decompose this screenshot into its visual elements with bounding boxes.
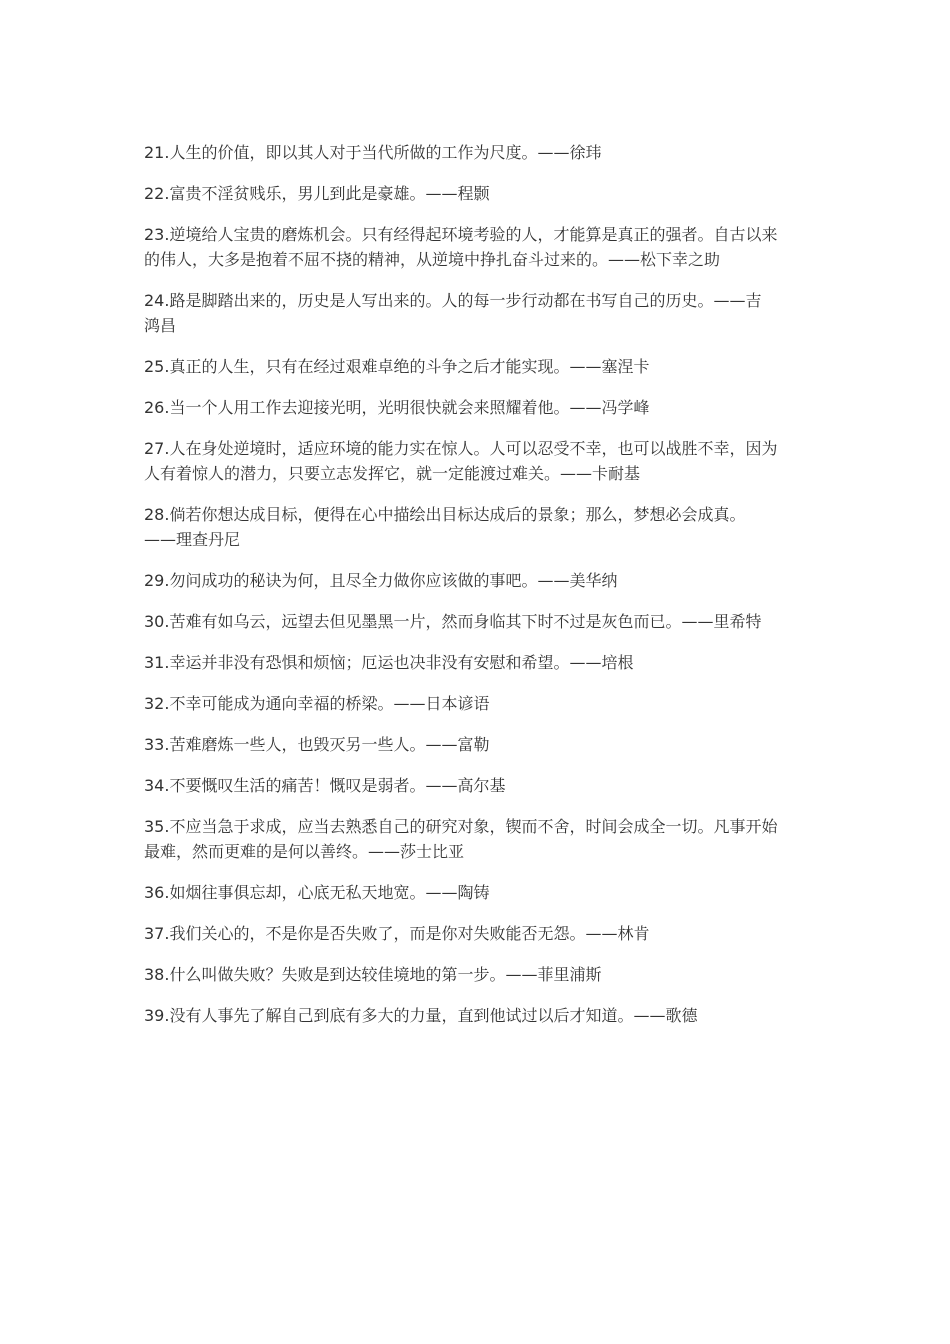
quote-line: 27.人在身处逆境时，适应环境的能力实在惊人。人可以忍受不幸，也可以战胜不幸，因为	[144, 439, 778, 458]
quote-line: 鸿昌	[144, 316, 177, 335]
quote-line: 31.幸运并非没有恐惧和烦恼；厄运也决非没有安慰和希望。——培根	[144, 653, 634, 672]
quote-line: 29.勿问成功的秘诀为何，且尽全力做你应该做的事吧。——美华纳	[144, 571, 618, 590]
quote-37	[144, 921, 808, 946]
document-page	[144, 140, 808, 1044]
quote-line: 23.逆境给人宝贵的磨炼机会。只有经得起环境考验的人，才能算是真正的强者。自古以来	[144, 225, 778, 244]
quote-29	[144, 568, 808, 593]
quote-line: 34.不要慨叹生活的痛苦！慨叹是弱者。——高尔基	[144, 776, 506, 795]
quote-line: 35.不应当急于求成，应当去熟悉自己的研究对象，锲而不舍，时间会成全一切。凡事开始	[144, 817, 778, 836]
quote-26	[144, 395, 808, 420]
quote-line: 39.没有人事先了解自己到底有多大的力量，直到他试过以后才知道。——歌德	[144, 1006, 698, 1025]
quote-39	[144, 1003, 808, 1028]
quote-line: 37.我们关心的，不是你是否失败了，而是你对失败能否无怨。——林肯	[144, 924, 650, 943]
quote-line: 28.倘若你想达成目标，便得在心中描绘出目标达成后的景象；那么，梦想必会成真。	[144, 505, 746, 524]
quote-line: ——理查丹尼	[144, 530, 241, 549]
quote-31	[144, 650, 808, 675]
quote-line: 36.如烟往事俱忘却，心底无私天地宽。——陶铸	[144, 883, 490, 902]
quote-line: 25.真正的人生，只有在经过艰难卓绝的斗争之后才能实现。——塞涅卡	[144, 357, 650, 376]
quote-line: 21.人生的价值，即以其人对于当代所做的工作为尺度。——徐玮	[144, 143, 602, 162]
quote-line: 26.当一个人用工作去迎接光明，光明很快就会来照耀着他。——冯学峰	[144, 398, 650, 417]
quote-22	[144, 181, 808, 206]
quote-line: 30.苦难有如乌云，远望去但见墨黑一片，然而身临其下时不过是灰色而已。——里希特	[144, 612, 762, 631]
quote-line: 的伟人，大多是抱着不屈不挠的精神，从逆境中挣扎奋斗过来的。——松下幸之助	[144, 250, 721, 269]
quote-line: 32.不幸可能成为通向幸福的桥梁。——日本谚语	[144, 694, 490, 713]
quote-34	[144, 773, 808, 798]
quote-23	[144, 222, 808, 272]
quote-line: 24.路是脚踏出来的，历史是人写出来的。人的每一步行动都在书写自己的历史。——吉	[144, 291, 762, 310]
quote-35	[144, 814, 808, 864]
quote-line: 38.什么叫做失败？失败是到达较佳境地的第一步。——菲里浦斯	[144, 965, 602, 984]
quote-line: 人有着惊人的潜力，只要立志发挥它，就一定能渡过难关。——卡耐基	[144, 464, 641, 483]
quote-line: 33.苦难磨炼一些人，也毁灭另一些人。——富勒	[144, 735, 490, 754]
quote-line: 22.富贵不淫贫贱乐，男儿到此是豪雄。——程颢	[144, 184, 490, 203]
quote-21	[144, 140, 808, 165]
quote-32	[144, 691, 808, 716]
quote-30	[144, 609, 808, 634]
quote-24	[144, 288, 808, 338]
quote-38	[144, 962, 808, 987]
quote-line: 最难，然而更难的是何以善终。——莎士比亚	[144, 842, 465, 861]
quote-25	[144, 354, 808, 379]
quote-36	[144, 880, 808, 905]
quote-33	[144, 732, 808, 757]
quote-27	[144, 436, 808, 486]
quote-28	[144, 502, 808, 552]
